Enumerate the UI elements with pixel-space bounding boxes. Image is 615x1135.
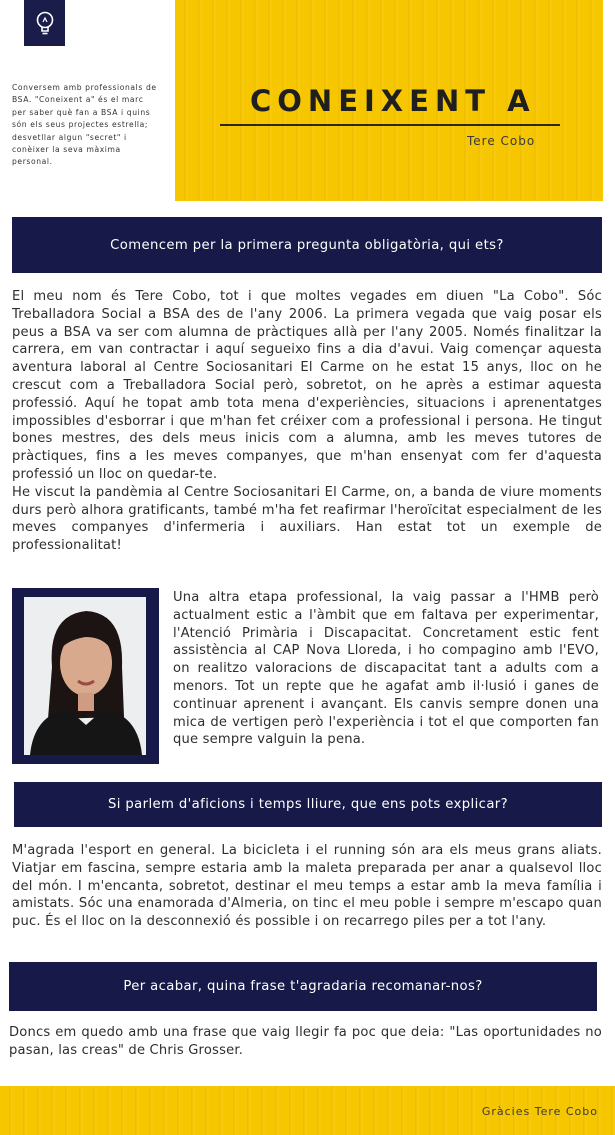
intro-text: Conversem amb professionals de BSA. "Coneixent a" és el marc per saber què fan a BSA i quins són els seus projectes estrella; desvetllar algun "secret" i conèixer la seva màxima personal. — [12, 83, 157, 167]
hero-title: CONEIXENT A — [250, 84, 536, 118]
question-2-text: Si parlem d'aficions i temps lliure, que ens pots explicar? — [107, 797, 509, 812]
lightbulb-icon — [34, 10, 56, 36]
answer-3-text: Doncs em quedo amb una frase que vaig llegir fa poc que deia: "Las oportunidades no pasan, las creas" de Chris Grosser. — [9, 1025, 602, 1058]
question-3-text: Per acabar, quina frase t'agradaria recomanar-nos? — [123, 979, 483, 994]
answer-1-text — [12, 288, 602, 555]
portrait-image — [24, 597, 146, 755]
hero-divider — [220, 124, 560, 126]
question-1-heading — [12, 217, 602, 273]
question-3-heading — [9, 962, 597, 1011]
question-1-text: Comencem per la primera pregunta obligatòria, qui ets? — [110, 237, 504, 253]
answer-1-paragraph-2: He viscut la pandèmia al Centre Sociosanitari El Carme, on, a banda de viure moments durs però alhora gratificants, també m'ha fet reafirmar l'heroïcitat especialment de les meves companyes d'infermeria i auxiliars. Han estat tot un exemple de professionalitat! — [12, 484, 602, 554]
footer-banner — [0, 1086, 615, 1135]
lightbulb-logo — [24, 0, 65, 46]
answer-1-paragraph-3: Una altra etapa professional, la vaig passar a l'HMB però actualment estic a l'àmbit que em faltava per experimentar, l'Atenció Primària i Discapacitat. Concretament estic fent assistència al CAP Nova Lloreda, i ho compagino amb l'EVO, on realitzo valoracions de discapacitat tant a adults com a menors. Tot un repte que he agafat amb il·lusió i ganes de continuar aprenent i avançant. Els canvis sempre donen una mica de vertigen però l'experiència i tot el que comporten fan que sempre valguin la pena. — [173, 590, 599, 748]
answer-2-text: M'agrada l'esport en general. La bicicleta i el running són ara els meus grans aliats. Viatjar em fascina, sempre estaria amb la maleta preparada per anar a qualsevol lloc del món. I m'encanta, sobretot, destinar el meu temps a estar amb la meva família i amistats. Sóc una enamorada d'Almeria, on tinc el meu poble i sempre m'escapo quan puc. És el lloc on la desconnexió és possible i on recarrego piles per a tot l'any. — [12, 843, 602, 930]
answer-1-paragraph-1: El meu nom és Tere Cobo, tot i que moltes vegades em diuen "La Cobo". Sóc Treballadora Social a BSA des de l'any 2006. La primera vegada que vaig posar els peus a BSA va ser com alumna de pràctiques allà per l'any 2005. Només finalitzar la carrera, em van contractar i aquí segueixo fins a dia d'avui. Vaig començar aquesta aventura laboral al Centre Sociosanitari El Carme on he estat 15 anys, lloc on he crescut com a Treballadora Social però, sobretot, on he après a estimar aquesta professió. Aquí he topat amb tota mena d'experiències, situacions i aprenentatges impossibles d'esborrar i que m'han fet créixer com a professional i persona. He tingut bones mestres, des dels meus inicis com a alumna, amb les meves tutores de pràctiques, fins a les meves companyes, que m'han ensenyat com fer d'aquesta professió un lloc on quedar-te. — [12, 289, 602, 482]
portrait-photo — [24, 597, 146, 755]
footer-thanks: Gràcies Tere Cobo — [481, 1105, 598, 1118]
question-2-heading — [14, 782, 602, 827]
hero-subtitle: Tere Cobo — [467, 134, 536, 148]
